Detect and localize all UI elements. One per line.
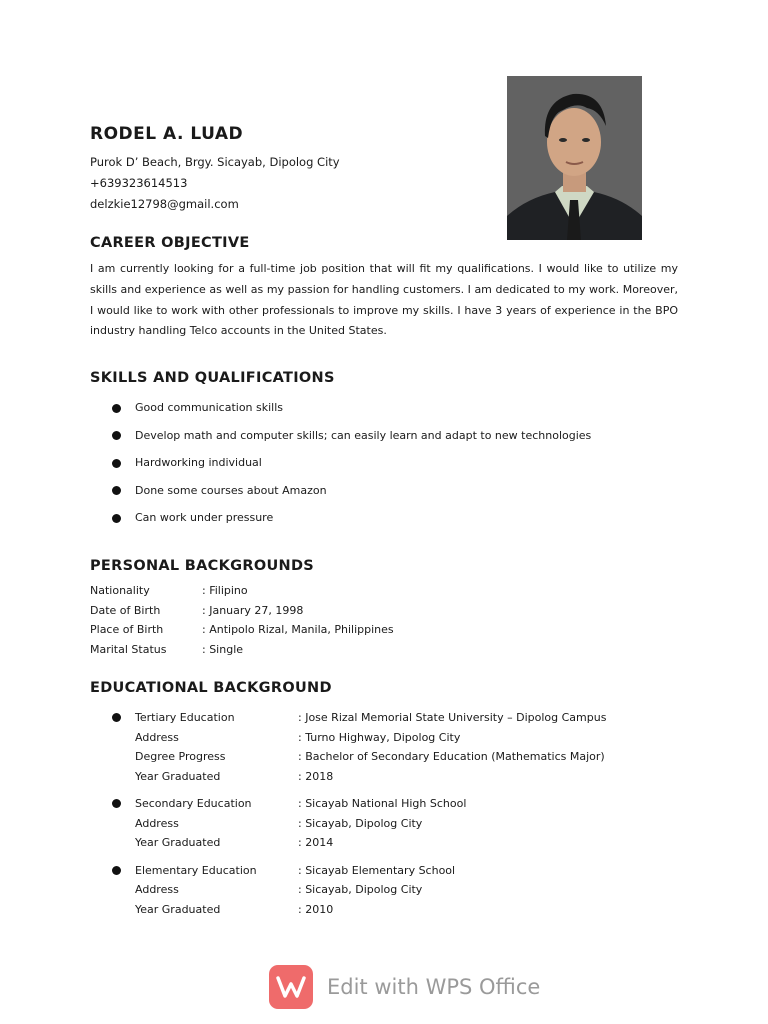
list-item <box>112 453 591 481</box>
detail-row <box>90 581 394 601</box>
skill-text: Develop math and computer skills; can easily learn and adapt to new technologies <box>135 428 592 442</box>
list-item <box>112 398 591 426</box>
education-row <box>112 833 606 853</box>
detail-value: : Antipolo Rizal, Manila, Philippines <box>202 623 394 636</box>
skills-list <box>112 398 591 536</box>
bullet-icon <box>112 514 121 523</box>
list-item <box>112 508 591 536</box>
education-label: Address <box>135 883 179 896</box>
detail-label: Marital Status <box>90 642 167 656</box>
education-value: : 2018 <box>298 769 334 783</box>
detail-value: : Single <box>202 642 244 656</box>
bullet-icon <box>112 404 121 413</box>
education-row <box>112 814 606 834</box>
education-label: Year Graduated <box>135 769 221 783</box>
detail-value: : Filipino <box>202 584 248 597</box>
education-label: Address <box>135 816 179 830</box>
education-title: EDUCATIONAL BACKGROUND <box>90 680 332 696</box>
personal-title: PERSONAL BACKGROUNDS <box>90 558 315 574</box>
education-value: : 2010 <box>298 902 334 916</box>
detail-row <box>90 601 394 621</box>
profile-photo <box>507 76 642 240</box>
bullet-icon <box>112 799 121 808</box>
personal-details <box>90 581 394 659</box>
education-value: : Sicayab, Dipolog City <box>298 816 423 830</box>
education-tertiary <box>112 708 606 786</box>
objective-text: I am currently looking for a full-time job position that will fit my qualifications. I would like to utilize my skills and experience as well as my passion for handling customers. I am dedicated to my work. Moreover, I would like to work with other professionals to improve my skills. I have 3 years of experience in the BPO industry handling Telco accounts in the United States. <box>90 262 678 338</box>
education-label: Year Graduated <box>135 902 221 916</box>
education-value: : 2014 <box>298 836 334 849</box>
education-row <box>112 728 606 748</box>
education-label: Degree Progress <box>135 750 226 763</box>
education-label: Elementary Education <box>135 863 257 877</box>
education-elementary <box>112 861 606 920</box>
education-label: Tertiary Education <box>135 711 235 724</box>
bullet-icon <box>112 486 121 495</box>
skill-text: Can work under pressure <box>135 511 274 524</box>
education-row <box>112 861 606 881</box>
email-text: delzkie12798@gmail.com <box>90 197 239 211</box>
education-value: : Sicayab National High School <box>298 797 467 810</box>
education-label: Secondary Education <box>135 797 252 810</box>
bullet-icon <box>112 866 121 875</box>
address-text: Purok D’ Beach, Brgy. Sicayab, Dipolog City <box>90 155 340 169</box>
education-value: : Sicayab, Dipolog City <box>298 883 423 896</box>
detail-row <box>90 640 394 660</box>
detail-label: Nationality <box>90 584 150 597</box>
wps-edit-label: Edit with WPS Office <box>327 975 541 999</box>
skill-text: Good communication skills <box>135 401 284 414</box>
education-secondary <box>112 794 606 853</box>
education-value: : Sicayab Elementary School <box>298 863 456 877</box>
contact-info <box>90 152 340 215</box>
education-row <box>112 880 606 900</box>
skill-text: Hardworking individual <box>135 456 262 469</box>
list-item <box>112 426 591 454</box>
detail-label: Place of Birth <box>90 623 164 636</box>
bullet-icon <box>112 431 121 440</box>
education-value: : Jose Rizal Memorial State University – Dipolog Campus <box>298 711 607 724</box>
skill-text: Done some courses about Amazon <box>135 483 327 497</box>
wps-edit-button[interactable] <box>269 965 540 1009</box>
education-value: : Turno Highway, Dipolog City <box>298 730 461 744</box>
applicant-name: RODEL A. LUAD <box>90 124 244 144</box>
education-value: : Bachelor of Secondary Education (Mathematics Major) <box>298 750 605 763</box>
bullet-icon <box>112 713 121 722</box>
phone-text: +639323614513 <box>90 176 188 190</box>
education-row <box>112 794 606 814</box>
bullet-icon <box>112 459 121 468</box>
education-row <box>112 900 606 920</box>
detail-label: Date of Birth <box>90 603 161 617</box>
list-item <box>112 481 591 509</box>
education-label: Year Graduated <box>135 836 221 849</box>
profile-photo-illustration <box>507 76 642 240</box>
objective-title: CAREER OBJECTIVE <box>90 235 250 251</box>
education-list <box>112 708 606 927</box>
detail-row <box>90 620 394 640</box>
wps-logo-glyph <box>276 975 306 999</box>
education-row <box>112 767 606 787</box>
skills-title: SKILLS AND QUALIFICATIONS <box>90 370 335 386</box>
detail-value: : January 27, 1998 <box>202 603 304 617</box>
education-row <box>112 747 606 767</box>
wps-w-icon <box>269 965 313 1009</box>
education-label: Address <box>135 730 179 744</box>
education-row <box>112 708 606 728</box>
